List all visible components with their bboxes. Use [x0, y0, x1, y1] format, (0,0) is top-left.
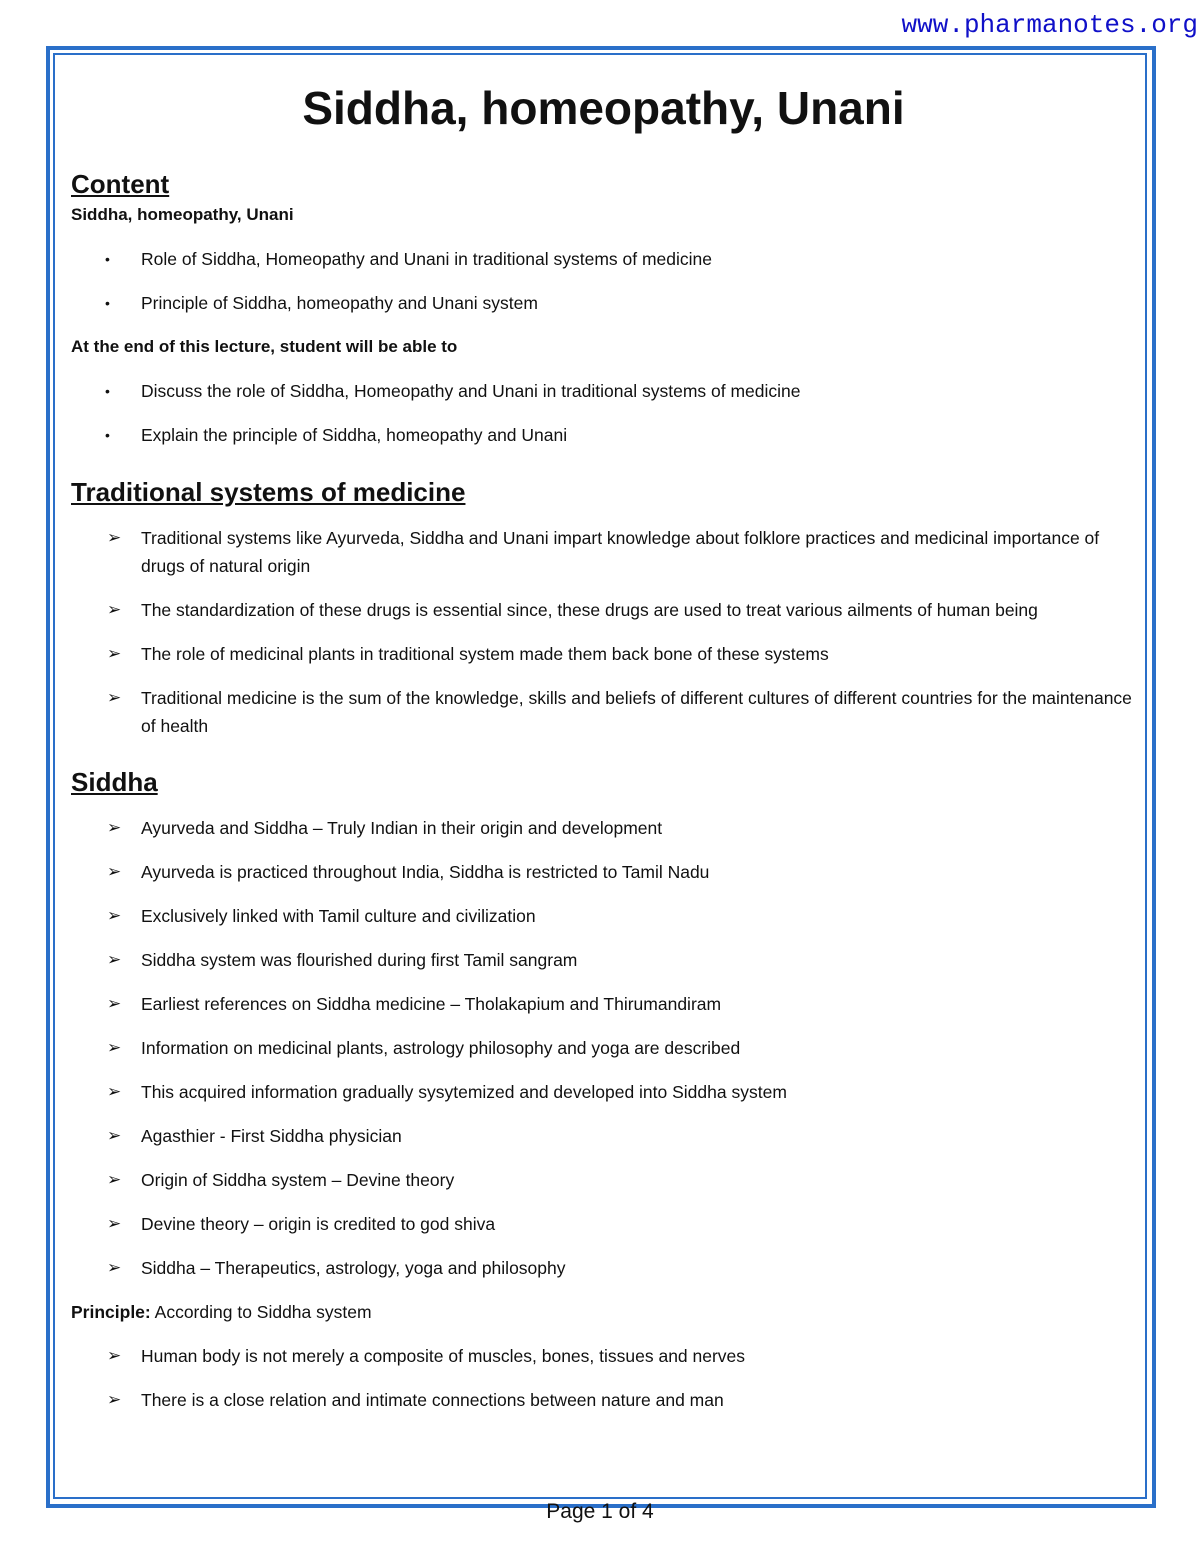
principle-line — [71, 1298, 1136, 1326]
objectives-list — [71, 380, 1136, 446]
bullet-icon: • — [105, 251, 110, 267]
list-item-text: Agasthier - First Siddha physician — [141, 1126, 402, 1146]
heading-content: Content — [71, 169, 170, 199]
list-item-text: Earliest references on Siddha medicine – Tholakapium and Thirumandiram — [141, 994, 722, 1014]
list-item — [71, 1078, 1136, 1106]
list-item-text: Exclusively linked with Tamil culture and civilization — [141, 906, 536, 926]
arrow-bullet-icon: ➢ — [107, 950, 122, 969]
list-item — [71, 596, 1136, 624]
page-number: Page 1 of 4 — [546, 1500, 654, 1523]
list-item-text: This acquired information gradually sysytemized and developed into Siddha system — [141, 1082, 787, 1102]
objectives-subheading: At the end of this lecture, student will be able to — [71, 337, 458, 356]
principle-label: Principle: — [71, 1302, 151, 1322]
list-item — [71, 1034, 1136, 1062]
list-item — [71, 684, 1136, 740]
bullet-icon: • — [105, 427, 110, 443]
arrow-bullet-icon: ➢ — [107, 1346, 122, 1365]
list-item-text: Siddha system was flourished during first Tamil sangram — [141, 950, 578, 970]
traditional-list — [71, 524, 1136, 740]
content-list — [71, 248, 1136, 314]
arrow-bullet-icon: ➢ — [107, 1082, 122, 1101]
list-item-text: Ayurveda and Siddha – Truly Indian in their origin and development — [141, 818, 663, 838]
list-item — [71, 1254, 1136, 1282]
arrow-bullet-icon: ➢ — [107, 1390, 122, 1409]
site-watermark: www.pharmanotes.org — [901, 10, 1198, 40]
content-subheading: Siddha, homeopathy, Unani — [71, 205, 294, 224]
arrow-bullet-icon: ➢ — [107, 1258, 122, 1277]
list-item-text: The standardization of these drugs is essential since, these drugs are used to treat various ailments of human being — [141, 600, 1038, 620]
arrow-bullet-icon: ➢ — [107, 528, 122, 547]
arrow-bullet-icon: ➢ — [107, 994, 122, 1013]
bullet-icon: • — [105, 383, 110, 399]
list-item-text: The role of medicinal plants in traditional system made them back bone of these systems — [141, 644, 829, 664]
document-body — [71, 72, 1136, 1414]
list-item-text: Ayurveda is practiced throughout India, Siddha is restricted to Tamil Nadu — [141, 862, 710, 882]
arrow-bullet-icon: ➢ — [107, 906, 122, 925]
list-item — [71, 902, 1136, 930]
arrow-bullet-icon: ➢ — [107, 1126, 122, 1145]
list-item — [71, 424, 1136, 446]
list-item — [71, 524, 1136, 580]
arrow-bullet-icon: ➢ — [107, 862, 122, 881]
list-item-text: Devine theory – origin is credited to god shiva — [141, 1214, 496, 1234]
list-item-text: Role of Siddha, Homeopathy and Unani in traditional systems of medicine — [141, 249, 713, 269]
list-item-text: Traditional systems like Ayurveda, Siddha and Unani impart knowledge about folklore practices and medicinal importance of drugs of natural origin — [141, 528, 1100, 576]
list-item — [71, 1342, 1136, 1370]
arrow-bullet-icon: ➢ — [107, 1038, 122, 1057]
list-item-text: Principle of Siddha, homeopathy and Unani system — [141, 293, 538, 313]
heading-traditional-systems: Traditional systems of medicine — [71, 477, 466, 507]
arrow-bullet-icon: ➢ — [107, 644, 122, 663]
list-item — [71, 248, 1136, 270]
list-item-text: Human body is not merely a composite of muscles, bones, tissues and nerves — [141, 1346, 746, 1366]
arrow-bullet-icon: ➢ — [107, 600, 122, 619]
list-item-text: Traditional medicine is the sum of the knowledge, skills and beliefs of different cultures of different countries for the maintenance of health — [141, 688, 1132, 736]
list-item-text: Information on medicinal plants, astrology philosophy and yoga are described — [141, 1038, 741, 1058]
list-item — [71, 292, 1136, 314]
principle-text: According to Siddha system — [150, 1302, 372, 1322]
bullet-icon: • — [105, 295, 110, 311]
list-item — [71, 380, 1136, 402]
list-item — [71, 990, 1136, 1018]
list-item — [71, 1210, 1136, 1238]
document-title: Siddha, homeopathy, Unani — [302, 82, 905, 134]
arrow-bullet-icon: ➢ — [107, 1214, 122, 1233]
list-item — [71, 1122, 1136, 1150]
list-item — [71, 858, 1136, 886]
list-item-text: Discuss the role of Siddha, Homeopathy and Unani in traditional systems of medicine — [141, 381, 801, 401]
arrow-bullet-icon: ➢ — [107, 688, 122, 707]
list-item — [71, 946, 1136, 974]
arrow-bullet-icon: ➢ — [107, 1170, 122, 1189]
list-item — [71, 640, 1136, 668]
list-item-text: There is a close relation and intimate connections between nature and man — [141, 1390, 724, 1410]
list-item-text: Explain the principle of Siddha, homeopathy and Unani — [141, 425, 568, 445]
list-item — [71, 814, 1136, 842]
principle-list — [71, 1342, 1136, 1414]
arrow-bullet-icon: ➢ — [107, 818, 122, 837]
list-item — [71, 1166, 1136, 1194]
siddha-list — [71, 814, 1136, 1282]
list-item-text: Siddha – Therapeutics, astrology, yoga and philosophy — [141, 1258, 566, 1278]
heading-siddha: Siddha — [71, 767, 158, 797]
list-item — [71, 1386, 1136, 1414]
list-item-text: Origin of Siddha system – Devine theory — [141, 1170, 455, 1190]
